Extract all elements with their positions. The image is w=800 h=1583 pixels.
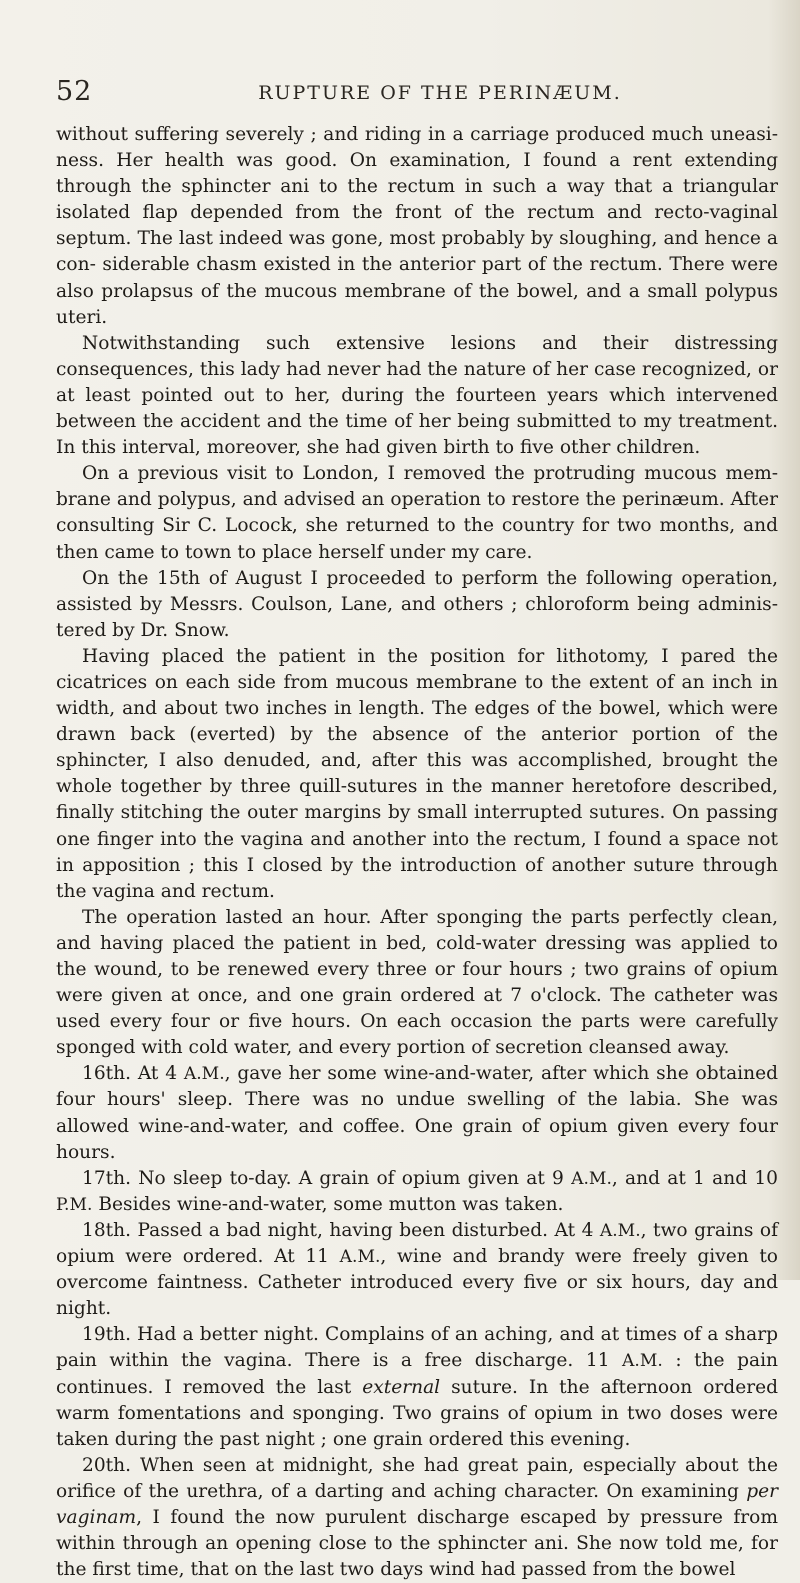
body-text: [56, 122, 778, 1583]
entry-20th: 20th. When seen at midnight, she had great pain, especially about the orifice of the urethra, of a darting and aching character. On examining per vaginam, I found the now purulent discharge escaped by pressure from within through an opening close to the sphincter ani. She now told me, for the first time, that on the last two days wind had passed from the bowel: [56, 1454, 778, 1581]
paragraph: On the 15th of August I proceeded to perform the following operation, assisted by Messrs. Coulson, Lane, and others ; chloroform being adminis- tered by Dr. Snow.: [56, 567, 778, 641]
paragraph: without suffering severely ; and riding in a carriage produced much uneasi- ness. Her health was good. On examination, I found a rent extending through the sphincter ani to the rectum in such a way that a triangular isolated flap depended from the front of the rectum and recto-vaginal septum. The last indeed was gone, most probably by sloughing, and hence a con- siderable chasm existed in the anterior part of the rectum. There were also prolapsus of the mucous membrane of the bowel, and a small polypus uteri.: [56, 124, 778, 328]
entry-17th: 17th. No sleep to-day. A grain of opium given at 9 A.M., and at 1 and 10 P.M. Besides wine-and-water, some mutton was taken.: [56, 1167, 778, 1215]
paragraph: On a previous visit to London, I removed the protruding mucous mem- brane and polypus, and advised an operation to restore the perinæum. After consulting Sir C. Locock, she returned to the country for two months, and then came to town to place herself under my care.: [56, 463, 778, 563]
paragraph: Having placed the patient in the position for lithotomy, I pared the cicatrices on each side from mucous membrane to the extent of an inch in width, and about two inches in length. The edges of the bowel, which were drawn back (everted) by the absence of the anterior portion of the sphincter, I also denuded, and, after this was accomplished, brought the whole together by three quill-sutures in the manner heretofore described, finally stitching the outer margins by small interrupted sutures. On passing one finger into the vagina and another into the rectum, I found a space not in apposition ; this I closed by the introduction of another suture through the vagina and rectum.: [56, 645, 778, 902]
entry-19th: 19th. Had a better night. Complains of an aching, and at times of a sharp pain within the vagina. There is a free discharge. 11 A.M. : the pain continues. I removed the last external suture. In the afternoon ordered warm fomentations and sponging. Two grains of opium in two doses were taken during the past night ; one grain ordered this evening.: [56, 1324, 779, 1450]
running-head: RUPTURE OF THE PERINÆUM.: [258, 82, 622, 104]
paragraph: The operation lasted an hour. After sponging the parts perfectly clean, and having placed the patient in bed, cold-water dressing was applied to the wound, to be renewed every three or four hours ; two grains of opium were given at once, and one grain ordered at 7 o'clock. The catheter was used every four or five hours. On each occasion the parts were carefully sponged with cold water, and every portion of secretion cleansed away.: [56, 906, 778, 1059]
entry-18th: 18th. Passed a bad night, having been disturbed. At 4 A.M., two grains of opium were ordered. At 11 A.M., wine and brandy were freely given to overcome faintness. Catheter introduced every five or six hours, day and night.: [56, 1219, 779, 1320]
italic-external: external: [362, 1376, 441, 1398]
entry-16th: 16th. At 4 A.M., gave her some wine-and-water, after which she obtained four hours' sleep. There was no undue swelling of the labia. She was allowed wine-and-water, and coffee. One grain of opium given every four hours.: [56, 1063, 778, 1163]
page-header: [56, 76, 776, 106]
paragraph: Notwithstanding such extensive lesions and their distressing consequences, this lady had never had the nature of her case recognized, or at least pointed out to her, during the fourteen years which intervened between the accident and the time of her being submitted to my treatment. In this interval, moreover, she had given birth to five other children.: [56, 332, 778, 459]
italic-per-vaginam: per vaginam: [56, 1480, 778, 1528]
page-number: 52: [56, 76, 93, 107]
